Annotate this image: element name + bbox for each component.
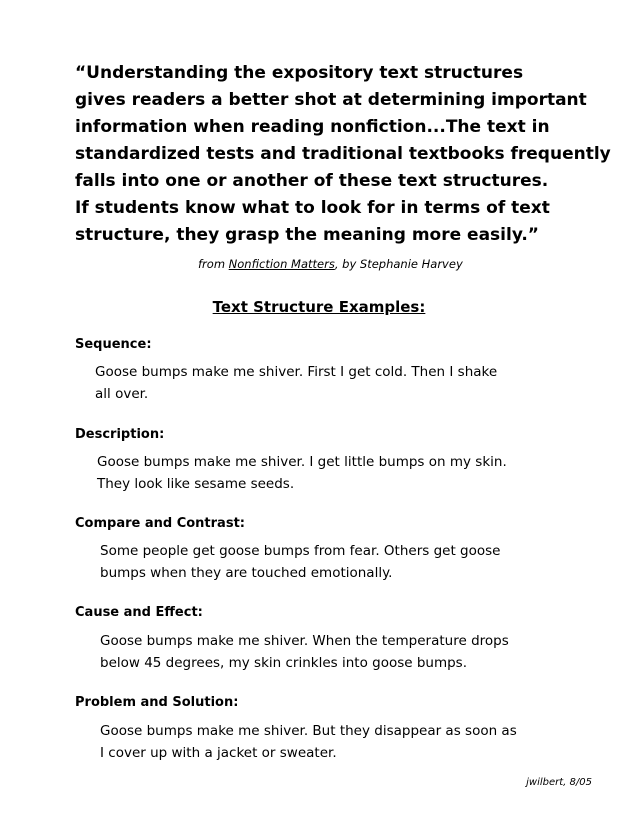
section-heading: Text Structure Examples: (212, 298, 426, 316)
description-label: Description: (75, 427, 165, 442)
compare-contrast-example: Some people get goose bumps from fear. Others get goose bumps when they are touched emotionally. (100, 543, 501, 581)
compare-contrast-label: Compare and Contrast: (75, 516, 245, 531)
source-prefix: from (198, 257, 229, 271)
sequence-example: Goose bumps make me shiver. First I get cold. Then I shake all over. (95, 364, 498, 402)
opening-quote: “Understanding the expository text structures gives readers a better shot at determining important information when reading nonfiction...The text in standardized tests and traditional textbooks frequently falls into one or another of these text structures. If students know what to look for in terms of text structure, they grasp the meaning more easily.” (75, 63, 611, 245)
description-example: Goose bumps make me shiver. I get little bumps on my skin. They look like sesame seeds. (97, 454, 507, 492)
sequence-label: Sequence: (75, 337, 152, 352)
problem-solution-label: Problem and Solution: (75, 695, 239, 710)
cause-effect-example: Goose bumps make me shiver. When the temperature drops below 45 degrees, my skin crinkles into goose bumps. (100, 633, 509, 671)
problem-solution-example: Goose bumps make me shiver. But they disappear as soon as I cover up with a jacket or sweater. (100, 723, 517, 761)
cause-effect-label: Cause and Effect: (75, 605, 203, 620)
quote-source (198, 257, 463, 271)
source-author: , by Stephanie Harvey (334, 257, 463, 271)
author-date-footer: jwilbert, 8/05 (526, 777, 592, 788)
source-book-title: Nonfiction Matters (228, 257, 335, 271)
